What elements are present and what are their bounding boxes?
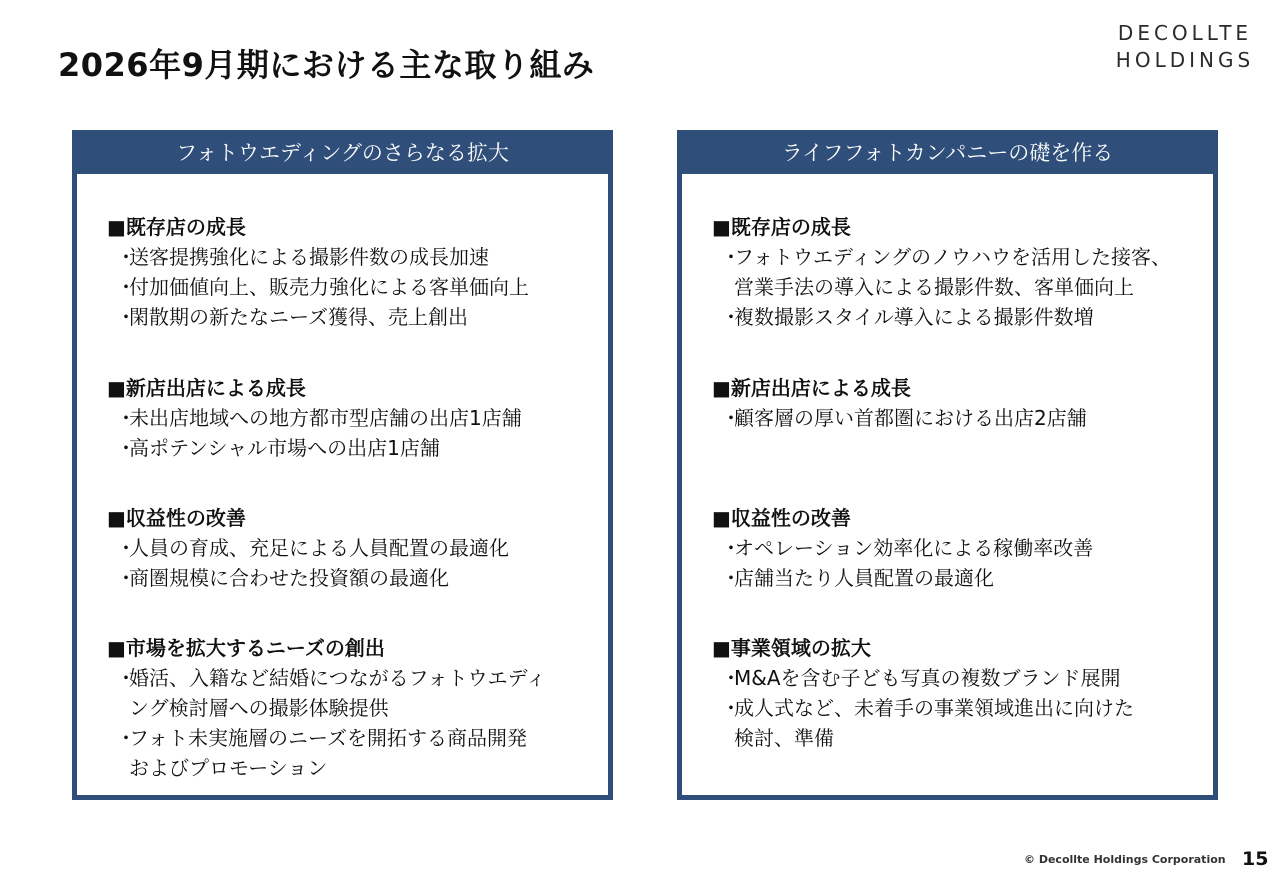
right-section-business-expansion — [712, 633, 1192, 753]
section-title: ■既存店の成長 — [107, 215, 246, 239]
right-panel — [677, 130, 1218, 800]
left-section-market-expansion — [107, 633, 587, 783]
right-section-new-stores — [712, 373, 1192, 433]
list-item: ･オペレーション効率化による稼働率改善 — [726, 536, 1094, 560]
list-item: ･M&Aを含む子ども写真の複数ブランド展開 — [726, 666, 1121, 690]
list-item: ･高ポテンシャル市場への出店1店舗 — [121, 436, 440, 460]
left-section-existing-stores — [107, 212, 587, 332]
list-item: ･フォトウエディングのノウハウを活用した接客、 営業手法の導入による撮影件数、客単価向上 — [726, 245, 1171, 299]
list-item: ･商圏規模に合わせた投資額の最適化 — [121, 566, 449, 590]
section-title: ■収益性の改善 — [712, 506, 851, 530]
left-section-new-stores — [107, 373, 587, 463]
logo-line-1: DECOLLTE — [1117, 21, 1253, 45]
list-item: ･付加価値向上、販売力強化による客単価向上 — [121, 275, 529, 299]
list-item: ･店舗当たり人員配置の最適化 — [726, 566, 994, 590]
list-item: ･フォト未実施層のニーズを開拓する商品開発 およびプロモーション — [121, 726, 527, 780]
section-title: ■収益性の改善 — [107, 506, 246, 530]
page-title: 2026年9月期における主な取り組み — [58, 46, 595, 84]
list-item: ･人員の育成、充足による人員配置の最適化 — [121, 536, 509, 560]
section-title: ■事業領域の拡大 — [712, 636, 871, 660]
logo-line-2: HOLDINGS — [1115, 48, 1255, 72]
list-item: ･送客提携強化による撮影件数の成長加速 — [121, 245, 489, 269]
list-item: ･顧客層の厚い首都圏における出店2店舗 — [726, 406, 1087, 430]
page-number: 15 — [1242, 848, 1269, 870]
company-logo — [1100, 20, 1270, 74]
list-item: ･複数撮影スタイル導入による撮影件数増 — [726, 305, 1094, 329]
list-item: ･閑散期の新たなニーズ獲得、売上創出 — [121, 305, 468, 329]
right-panel-header: ライフフォトカンパニーの礎を作る — [682, 130, 1213, 174]
left-panel — [72, 130, 613, 800]
right-section-existing-stores — [712, 212, 1192, 332]
left-panel-header: フォトウエディングのさらなる拡大 — [77, 130, 608, 174]
section-title: ■新店出店による成長 — [107, 376, 306, 400]
list-item: ･成人式など、未着手の事業領域進出に向けた 検討、準備 — [726, 696, 1134, 750]
right-section-profitability — [712, 503, 1192, 593]
section-title: ■新店出店による成長 — [712, 376, 911, 400]
section-title: ■既存店の成長 — [712, 215, 851, 239]
left-section-profitability — [107, 503, 587, 593]
copyright-text: © Decollte Holdings Corporation — [1024, 853, 1226, 866]
list-item: ･婚活、入籍など結婚につながるフォトウエディ ング検討層への撮影体験提供 — [121, 666, 546, 720]
list-item: ･未出店地域への地方都市型店舗の出店1店舗 — [121, 406, 522, 430]
section-title: ■市場を拡大するニーズの創出 — [107, 636, 385, 660]
